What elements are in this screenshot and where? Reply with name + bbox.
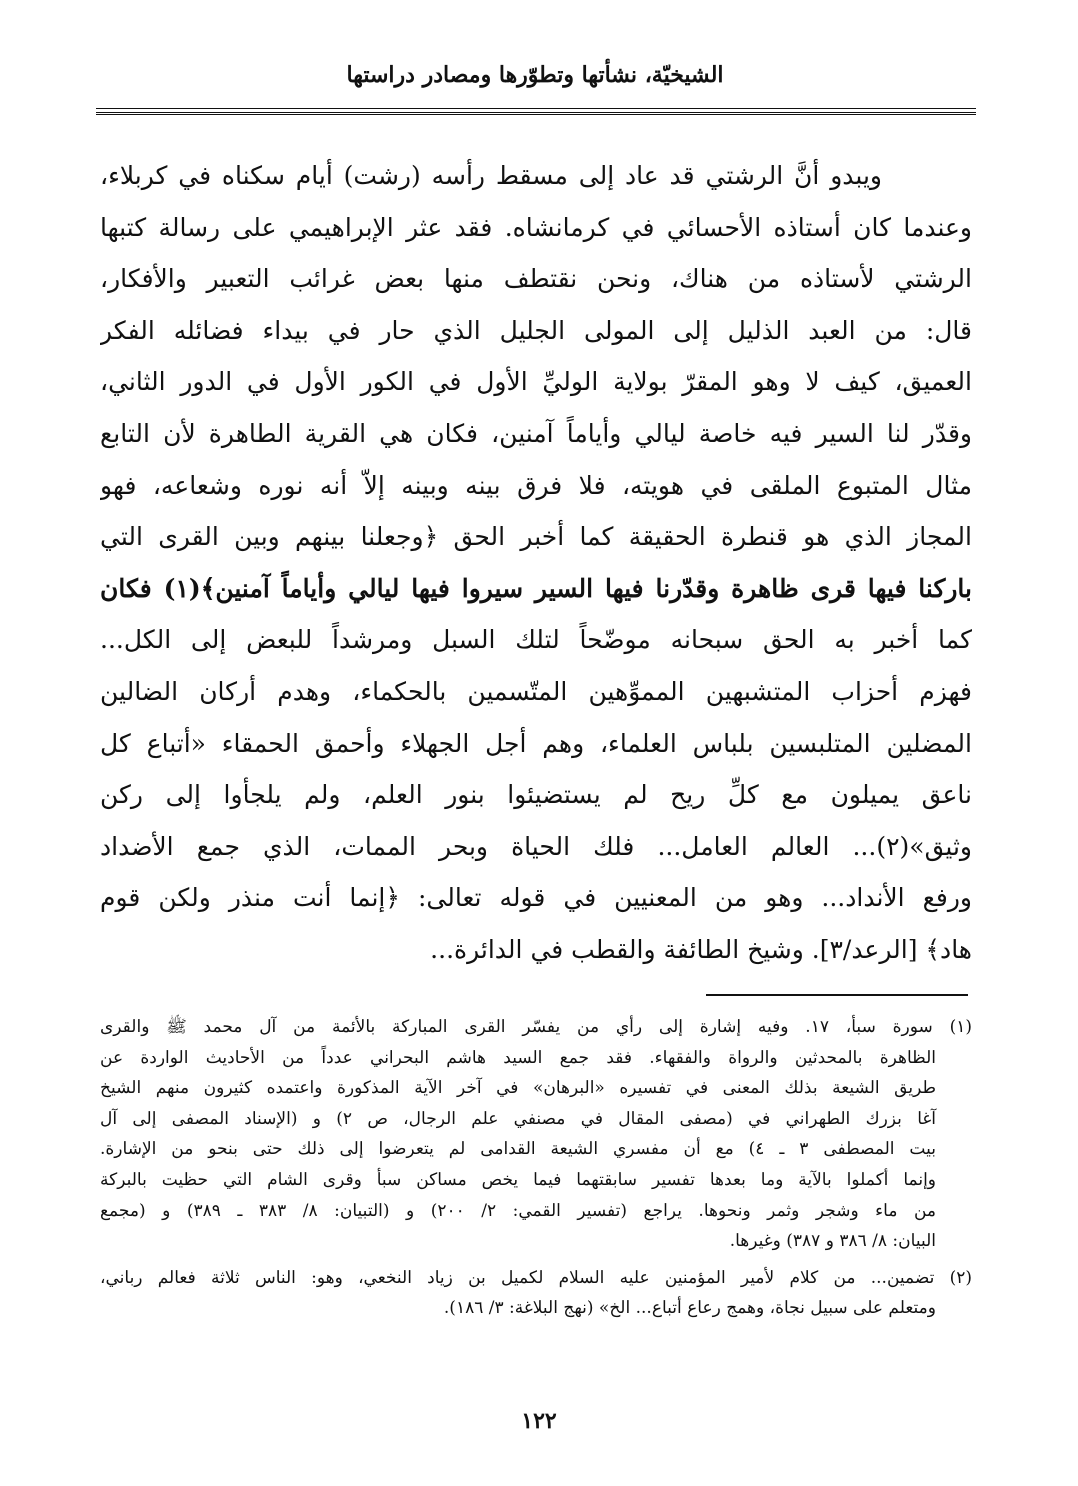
footnote-line: وإنما أكملوا بالآية وما بعدها تفسير سابقتهما فيما يخص مساكن سبأ وقرى الشام التي حظيت بالبركة [100, 1169, 936, 1190]
body-line: العميق، كيف لا وهو المقرّ بولاية الوليِّ الأول في الكور الأول في الدور الثاني، [100, 367, 972, 397]
running-header: الشيخيّة، نشأتها وتطوّرها ومصادر دراستها [346, 62, 724, 88]
footnote-separator [706, 994, 968, 996]
body-text [100, 150, 972, 976]
body-line: المضلين المتلبسين بلباس العلماء، وهم أجل الجهلاء وأحمق الحمقاء «أتباع كل [100, 728, 972, 758]
footnote-2 [100, 1263, 972, 1324]
body-line: ورفع الأنداد... وهو من المعنيين في قوله تعالى: ﴿إنما أنت منذر ولكن قوم [100, 883, 972, 913]
footnote-line: البيان: ٨/ ٣٨٦ و ٣٨٧) وغيرها. [729, 1231, 936, 1252]
body-line: فهزم أحزاب المتشبهين المموِّهين المتّسمين بالحكماء، وهدم أركان الضالين [100, 676, 972, 706]
footnote-line: ومتعلم على سبيل نجاة، وهمج رعاع أتباع... الخ» (نهج البلاغة: ٣/ ١٨٦). [443, 1298, 936, 1319]
body-line: المجاز الذي هو قنطرة الحقيقة كما أخبر الحق ﴿وجعلنا بينهم وبين القرى التي [100, 522, 972, 552]
body-line: هاد﴾ [الرعد/٣]. وشيخ الطائفة والقطب في الدائرة... [430, 934, 972, 964]
body-line: ناعق يميلون مع كلِّ ريح لم يستضيئوا بنور العلم، ولم يلجأوا إلى ركن [100, 780, 972, 810]
footnote-line: (١) سورة سبأ، ١٧. وفيه إشارة إلى رأي من يفسّر القرى المباركة بالأئمة من آل محمد ﷺ والقرى [100, 1017, 972, 1037]
footnote-1 [100, 1012, 972, 1257]
footnote-line: آغا بزرك الطهراني في (مصفى المقال في مصنفي علم الرجال، ص ٢) و (الإسناد المصفى إلى آل [100, 1108, 936, 1129]
footnote-line: الظاهرة بالمحدثين والرواة والفقهاء. فقد جمع السيد هاشم البحراني عدداً من الأحاديث الواردة عن [100, 1047, 936, 1068]
body-line: مثال المتبوع الملقى في هويته، فلا فرق بينه وبينه إلاّ أنه نوره وشعاعه، فهو [100, 470, 972, 500]
footnote-line: بيت المصطفى ٣ ـ ٤) مع أن مفسري الشيعة القدامى لم يتعرضوا إلى ذلك حتى بنحو من الإشارة. [100, 1139, 936, 1160]
body-line: كما أخبر به الحق سبحانه موضّحاً لتلك السبل ومرشداً للبعض إلى الكل... [100, 625, 972, 655]
footnote-line: (٢) تضمين... من كلام لأمير المؤمنين عليه السلام لكميل بن زياد النخعي، وهو: الناس ثلاثة فعالم رباني، [100, 1267, 972, 1288]
body-line: الرشتي لأستاذه من هناك، ونحن نقتطف منها بعض غرائب التعبير والأفكار، [100, 264, 972, 294]
body-line: وقدّر لنا السير فيه خاصة ليالي وأياماً آمنين، فكان هي القرية الطاهرة لأن التابع [100, 418, 972, 448]
body-line: وعندما كان أستاذه الأحسائي في كرمانشاه. فقد عثر الإبراهيمي على رسالة كتبها [100, 212, 972, 242]
header-rule [96, 112, 976, 115]
footnote-line: طريق الشيعة بذلك المعنى في تفسيره «البرهان» في آخر الآية المذكورة واعتمده كثيرون منهم الشيخ [100, 1078, 936, 1099]
body-line: وثيق»(٢)... العالم العامل... فلك الحياة وبحر الممات، الذي جمع الأضداد [100, 831, 972, 861]
body-line: قال: من العبد الذليل إلى المولى الجليل الذي حار في بيداء فضائله الفكر [100, 315, 972, 345]
footnotes [100, 1012, 972, 1324]
footnote-line: من ماء وشجر وثمر ونحوها. يراجع (تفسير القمي: ٢/ ٢٠٠) و (التبيان: ٨/ ٣٨٣ ـ ٣٨٩) و (مجمع [100, 1200, 936, 1221]
header-rule-thin [96, 108, 976, 109]
body-line-quran: باركنا فيها قرى ظاهرة وقدّرنا فيها السير سيروا فيها ليالي وأياماً آمنين﴾(١) فكان [100, 573, 972, 603]
page-number: ١٢٢ [521, 1408, 557, 1434]
body-line: ويبدو أنَّ الرشتي قد عاد إلى مسقط رأسه (رشت) أيام سكناه في كربلاء، [100, 161, 882, 190]
